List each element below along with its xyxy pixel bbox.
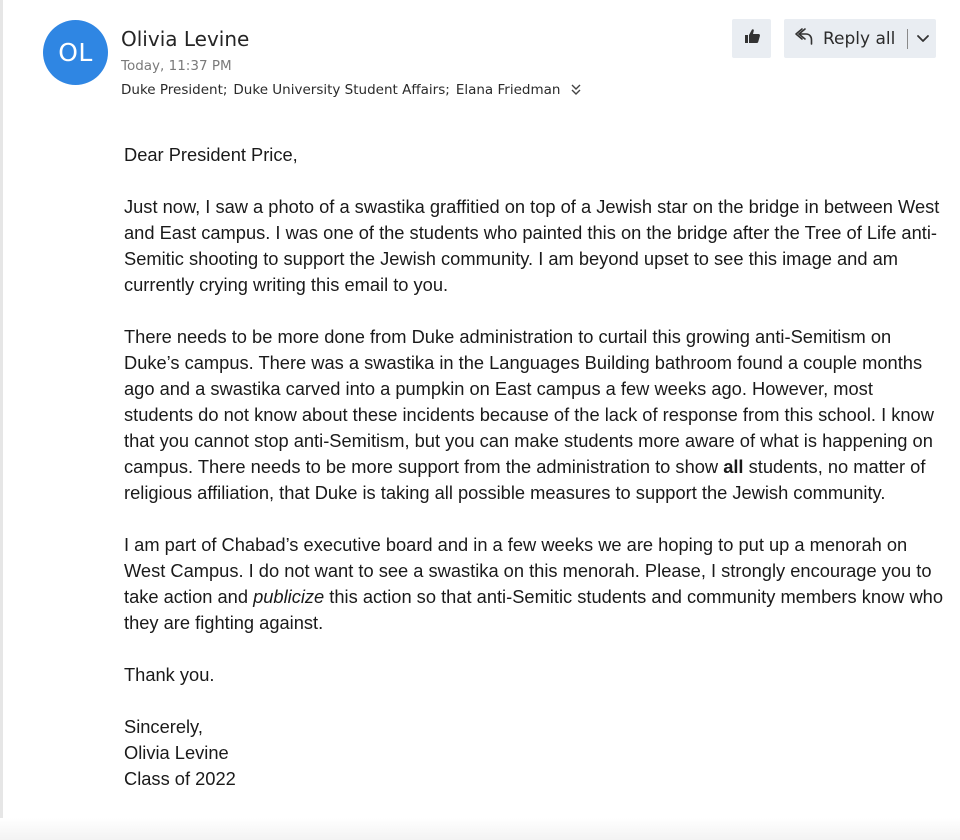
paragraph-2-text-start: There needs to be more done from Duke administration to curtail this growing anti-Semitism on Duke’s campus. There was a swastika in the Languages Building bathroom found a couple months ago and a swastika carved into a pumpkin on East campus a few weeks ago. However, most students do not know about these incidents because of the lack of response from this school. I know that you cannot stop anti-Semitism, but you can make students more aware of what is happening on campus. There needs to be more support from the administration to show bbox=[124, 326, 934, 477]
bottom-edge bbox=[0, 818, 960, 840]
signature-class: Class of 2022 bbox=[124, 768, 236, 789]
chevron-down-icon[interactable] bbox=[916, 34, 930, 44]
signature-name: Olivia Levine bbox=[124, 742, 229, 763]
thumbs-up-icon bbox=[743, 28, 761, 49]
reply-all-label: Reply all bbox=[823, 28, 896, 49]
paragraph-2-text-end: students, no matter of religious affiliation, that Duke is taking all possible measures to support the Jewish community. bbox=[124, 456, 926, 503]
reply-divider bbox=[907, 29, 908, 49]
paragraph-3-text-start: I am part of Chabad’s executive board and in a few weeks we are hoping to put up a menorah on West Campus. I do not want to see a swastika on this menorah. Please, I strongly encourage you to take action and bbox=[124, 534, 932, 607]
reply-all-button[interactable] bbox=[784, 19, 936, 58]
left-divider bbox=[0, 0, 3, 840]
closing-line: Sincerely, bbox=[124, 716, 203, 737]
thanks-line: Thank you. bbox=[124, 664, 215, 685]
paragraph-3-text-end: this action so that anti-Semitic students and community members know who they are fighting against. bbox=[124, 586, 944, 633]
recipient-student-affairs[interactable]: Duke University Student Affairs; bbox=[233, 82, 450, 98]
recipient-duke-president[interactable]: Duke President; bbox=[121, 82, 228, 98]
sender-name[interactable]: Olivia Levine bbox=[121, 27, 250, 51]
emphasis-publicize: publicize bbox=[253, 586, 325, 607]
reply-all-icon bbox=[794, 26, 814, 51]
sent-time: Today, 11:37 PM bbox=[121, 58, 232, 74]
body-paragraph-3 bbox=[124, 532, 944, 636]
like-button[interactable] bbox=[732, 19, 771, 58]
sender-avatar: OL bbox=[43, 20, 108, 85]
double-chevron-down-icon[interactable] bbox=[570, 83, 582, 97]
emphasis-all: all bbox=[723, 456, 744, 477]
body-paragraph-2 bbox=[124, 324, 944, 506]
greeting: Dear President Price, bbox=[124, 144, 298, 165]
recipient-elana-friedman[interactable]: Elana Friedman bbox=[455, 82, 561, 98]
reply-all-main[interactable] bbox=[784, 19, 895, 58]
message-body bbox=[124, 142, 944, 792]
recipient-list bbox=[121, 82, 582, 98]
body-paragraph-1: Just now, I saw a photo of a swastika graffitied on top of a Jewish star on the bridge in between West and East campus. I was one of the students who painted this on the bridge after the Tree of Life anti-Semitic shooting to support the Jewish community. I am beyond upset to see this image and am currently crying writing this email to you. bbox=[124, 196, 940, 295]
